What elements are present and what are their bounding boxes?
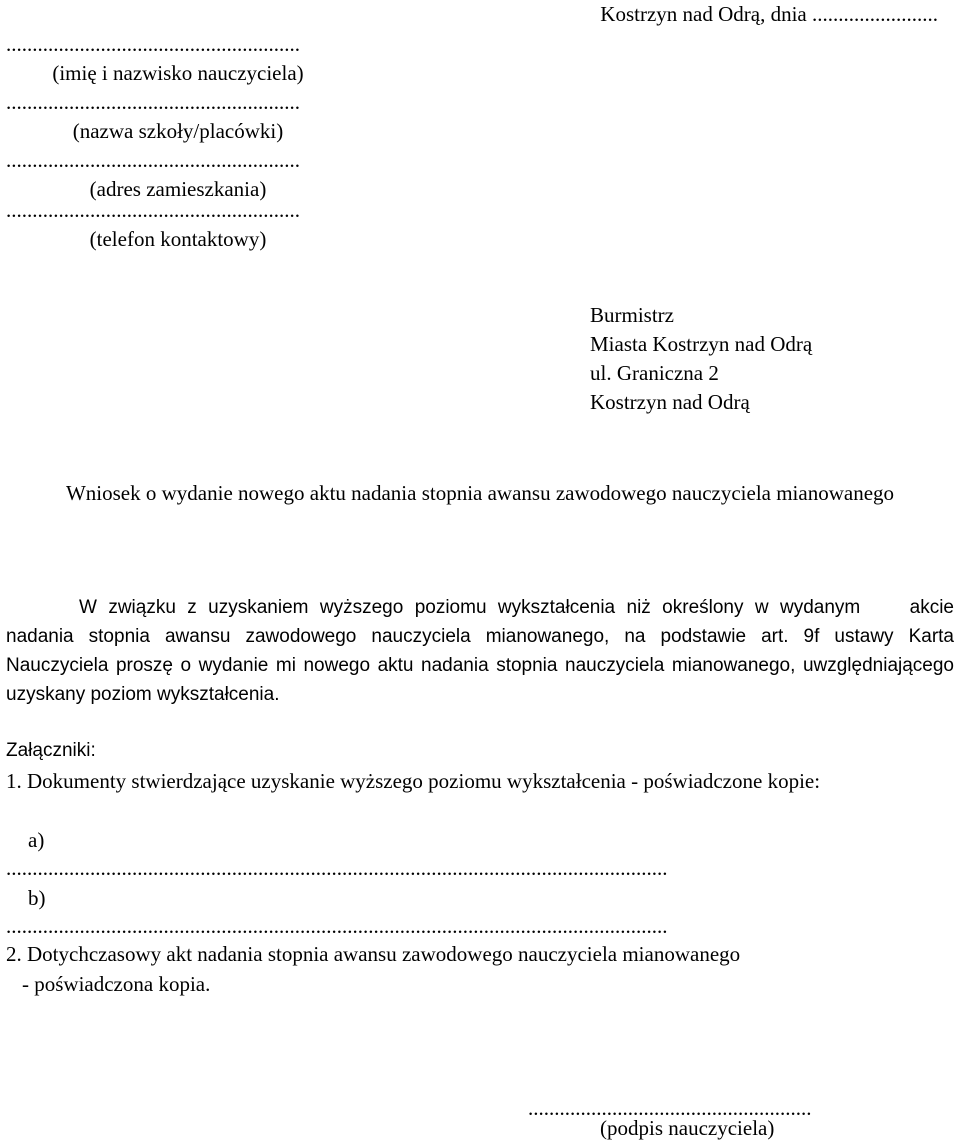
- attachment-item-b: b): [28, 886, 46, 910]
- attachment-b-dots: ..............................................................................................................................: [6, 914, 668, 938]
- attachment-item-2: 2. Dotychczasowy akt nadania stopnia awansu zawodowego nauczyciela mianowanego: [6, 942, 741, 966]
- date-line: Kostrzyn nad Odrą, dnia ........................: [600, 2, 938, 26]
- sender-school-field: [6, 88, 350, 146]
- attachment-item-2-continuation: - poświadczona kopia.: [22, 972, 211, 996]
- sender-name-field: [6, 30, 350, 88]
- body-paragraph: [6, 593, 954, 709]
- sender-school-dots: ........................................................: [6, 90, 300, 114]
- attachment-item-a: a): [28, 828, 45, 852]
- recipient-line-1: Burmistrz: [590, 303, 674, 327]
- body-part-2: akcie nadania stopnia awansu zawodowego nauczyciela mianowanego, na podstawie art. 9f ustawy Karta Nauczyciela proszę o wydanie mi nowego aktu nadania stopnia nauczyciela mianowanego, uwzględniającego uzyskany poziom wykształcenia.: [6, 597, 954, 705]
- sender-phone-caption: (telefon kontaktowy): [89, 227, 267, 251]
- sender-phone-dots: ........................................................: [6, 198, 300, 222]
- recipient-line-2: Miasta Kostrzyn nad Odrą: [590, 332, 813, 356]
- document-title: Wniosek o wydanie nowego aktu nadania stopnia awansu zawodowego nauczyciela mianowanego: [65, 481, 895, 505]
- sender-address-caption: (adres zamieszkania): [89, 177, 267, 201]
- signature-caption: (podpis nauczyciela): [600, 1116, 775, 1140]
- sender-phone-field: [6, 196, 350, 254]
- attachment-item-1: 1. Dokumenty stwierdzające uzyskanie wyższego poziomu wykształcenia - poświadczone kopie:: [6, 769, 821, 793]
- recipient-line-3: ul. Graniczna 2: [590, 361, 719, 385]
- sender-name-caption: (imię i nazwisko nauczyciela): [52, 61, 304, 85]
- recipient-block: [590, 301, 812, 417]
- sender-name-dots: ........................................................: [6, 32, 300, 56]
- sender-school-caption: (nazwa szkoły/placówki): [72, 119, 284, 143]
- attachments-label: Załączniki:: [6, 740, 96, 761]
- recipient-line-4: Kostrzyn nad Odrą: [590, 390, 750, 414]
- attachment-a-dots: ..............................................................................................................................: [6, 856, 668, 880]
- sender-address-dots: ........................................................: [6, 148, 300, 172]
- signature-dots: ......................................................: [528, 1096, 812, 1120]
- body-part-1: W związku z uzyskaniem wyższego poziomu wykształcenia niż określony w wydanym: [79, 597, 872, 618]
